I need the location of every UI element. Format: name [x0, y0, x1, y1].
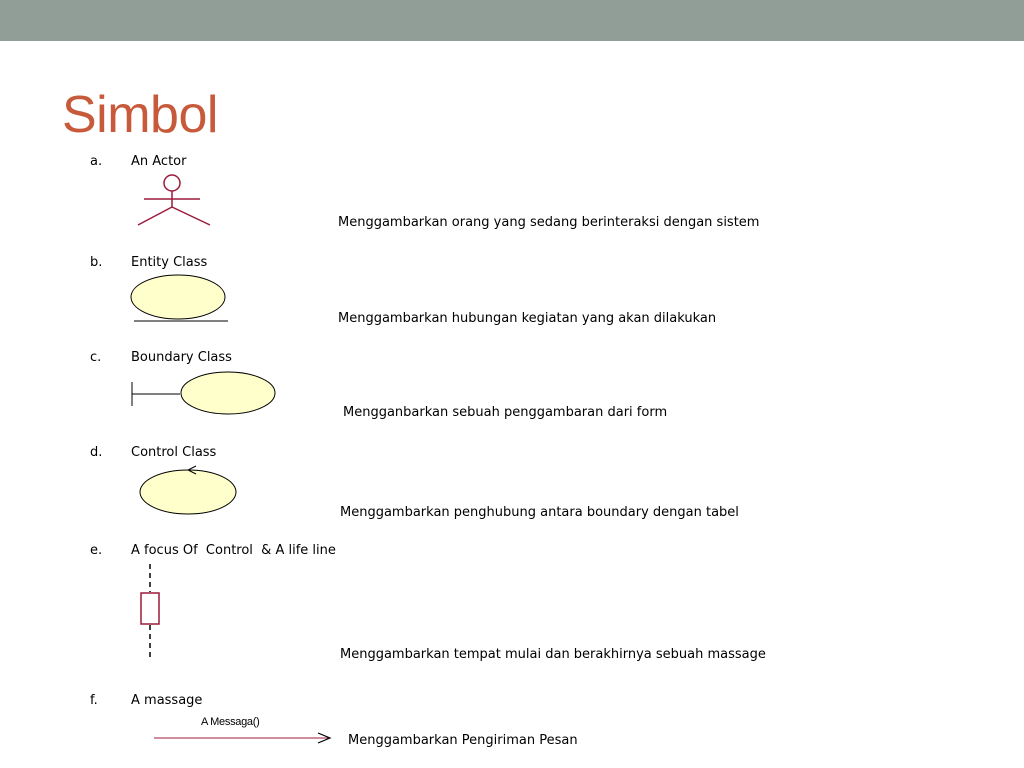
item-heading-control-class: Control Class [131, 445, 217, 460]
message-arrow-icon [152, 730, 336, 746]
item-heading-message: A massage [131, 693, 203, 708]
item-heading-entity-class: Entity Class [131, 255, 208, 270]
item-description-boundary-class: Mengganbarkan sebuah penggambaran dari form [343, 405, 668, 420]
item-description-lifeline: Menggambarkan tempat mulai dan berakhirnya sebuah massage [340, 647, 766, 662]
message-symbol-label: A Messaga() [201, 716, 260, 728]
item-description-control-class: Menggambarkan penghubung antara boundary dengan tabel [340, 505, 739, 520]
item-heading-boundary-class: Boundary Class [131, 350, 232, 365]
item-heading-lifeline: A focus Of Control & A life line [131, 543, 336, 558]
item-description-actor: Menggambarkan orang yang sedang berinteraksi dengan sistem [338, 215, 760, 230]
item-letter-d: d. [90, 445, 103, 460]
item-letter-e: e. [90, 543, 103, 558]
top-bar [0, 0, 1024, 41]
boundary-class-icon [128, 370, 280, 416]
lifeline-icon [136, 562, 166, 662]
item-letter-c: c. [90, 350, 102, 365]
entity-class-icon [128, 272, 232, 324]
slide-title: Simbol [62, 86, 218, 144]
actor-icon [130, 173, 220, 233]
item-description-message: Menggambarkan Pengiriman Pesan [348, 733, 578, 748]
item-heading-actor: An Actor [131, 154, 187, 169]
item-letter-b: b. [90, 255, 103, 270]
item-letter-a: a. [90, 154, 103, 169]
item-letter-f: f. [90, 693, 98, 708]
item-description-entity-class: Menggambarkan hubungan kegiatan yang akan dilakukan [338, 311, 717, 326]
control-class-icon [136, 464, 242, 518]
